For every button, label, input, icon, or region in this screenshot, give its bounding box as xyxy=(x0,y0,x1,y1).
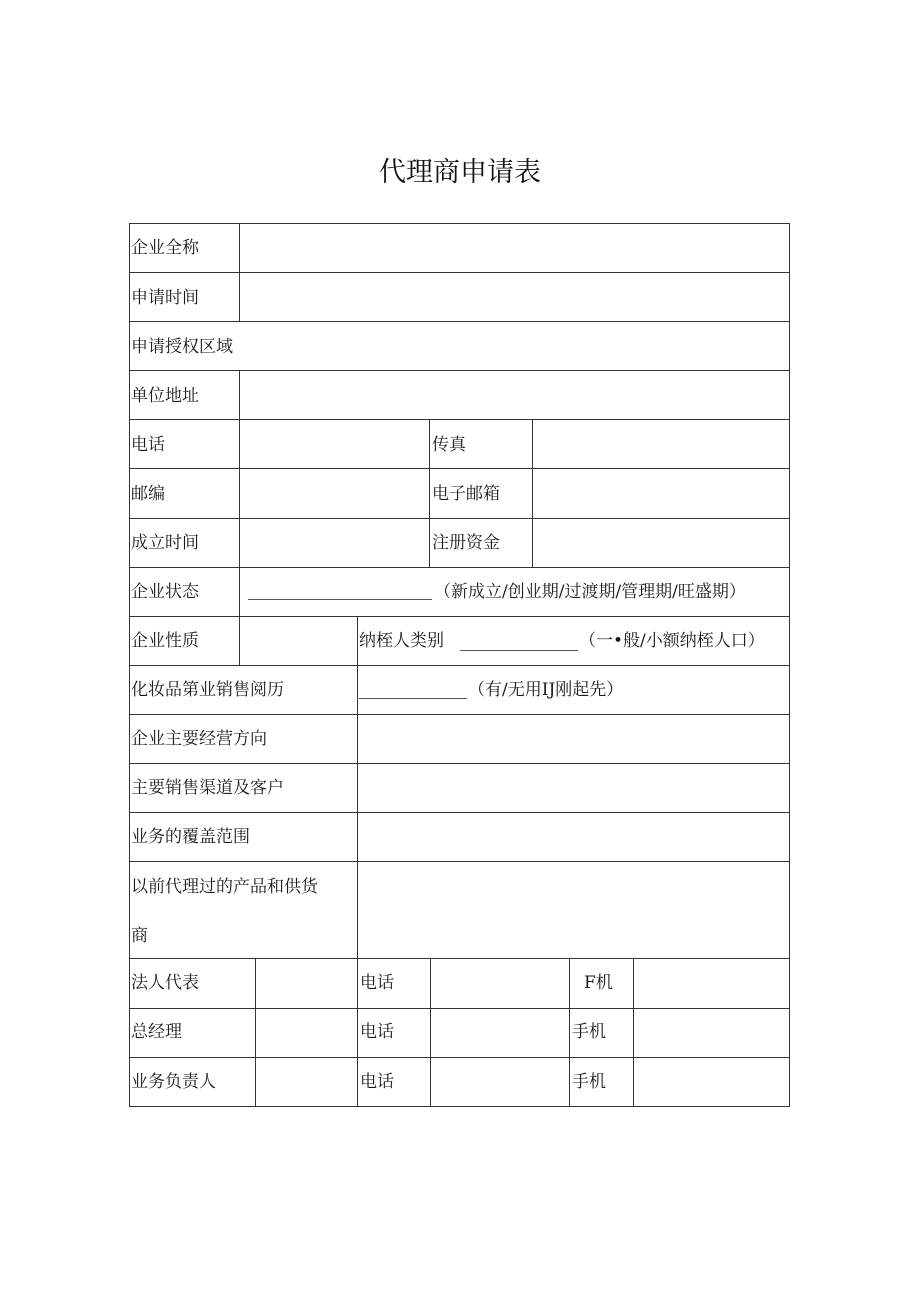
label-auth-region: 申请授权区域 xyxy=(131,337,233,357)
apply-date-field[interactable] xyxy=(240,273,789,321)
label-channels: 主要销售渠道及客户 xyxy=(131,778,284,798)
contact-mobile-label: 手机 xyxy=(572,1022,606,1042)
main-direction-field[interactable] xyxy=(358,715,789,763)
company-name-field[interactable] xyxy=(240,224,789,272)
label-phone: 电话 xyxy=(131,435,165,455)
label-prev-products-line1: 以前代理过的产品和供货 xyxy=(131,877,318,897)
status-blank[interactable] xyxy=(248,599,432,600)
label-apply-date: 申请时间 xyxy=(131,288,199,308)
capital-field[interactable] xyxy=(533,519,789,567)
cosmetics-options: （有/无用IJ刚起先） xyxy=(468,680,624,700)
label-coverage: 业务的覆盖范围 xyxy=(131,827,250,847)
label-cosmetics: 化妆品第业销售阅历 xyxy=(131,680,284,700)
label-founded: 成立时间 xyxy=(131,533,199,553)
taxpayer-blank[interactable] xyxy=(460,650,578,651)
address-field[interactable] xyxy=(240,371,789,419)
status-options: （新成立/创业期/过渡期/管理期/旺盛期） xyxy=(434,582,746,602)
label-postcode: 邮编 xyxy=(131,484,165,504)
label-fax: 传真 xyxy=(432,435,466,455)
prev-products-field[interactable] xyxy=(358,862,789,958)
contact-role: 业务负责人 xyxy=(131,1072,216,1092)
contact-role: 总经理 xyxy=(131,1022,182,1042)
label-address: 单位地址 xyxy=(131,386,199,406)
cosmetics-blank[interactable] xyxy=(359,698,467,699)
founded-field[interactable] xyxy=(240,519,429,567)
label-nature: 企业性质 xyxy=(131,631,199,651)
postcode-field[interactable] xyxy=(240,469,429,518)
label-email: 电子邮箱 xyxy=(432,484,500,504)
label-status: 企业状态 xyxy=(131,582,199,602)
contact-mobile-label: 手机 xyxy=(572,1072,606,1092)
email-field[interactable] xyxy=(533,469,789,518)
label-company-name: 企业全称 xyxy=(131,238,199,258)
page-title: 代理商申请表 xyxy=(379,157,541,188)
channels-field[interactable] xyxy=(358,764,789,812)
label-taxpayer: 纳桎人类别 xyxy=(359,631,444,651)
contact-phone-label: 电话 xyxy=(360,1072,394,1092)
contact-mobile-label: F机 xyxy=(584,973,613,993)
contact-phone-label: 电话 xyxy=(360,1022,394,1042)
coverage-field[interactable] xyxy=(358,813,789,861)
label-main-direction: 企业主要经营方向 xyxy=(131,729,267,749)
nature-field[interactable] xyxy=(240,617,357,665)
label-prev-products-line2: 商 xyxy=(131,926,148,946)
contact-phone-label: 电话 xyxy=(360,973,394,993)
taxpayer-options: （一•般/小额纳桎人口） xyxy=(579,631,765,651)
phone-field[interactable] xyxy=(240,420,429,468)
fax-field[interactable] xyxy=(533,420,789,468)
contact-role: 法人代表 xyxy=(131,973,199,993)
label-capital: 注册资金 xyxy=(432,533,500,553)
